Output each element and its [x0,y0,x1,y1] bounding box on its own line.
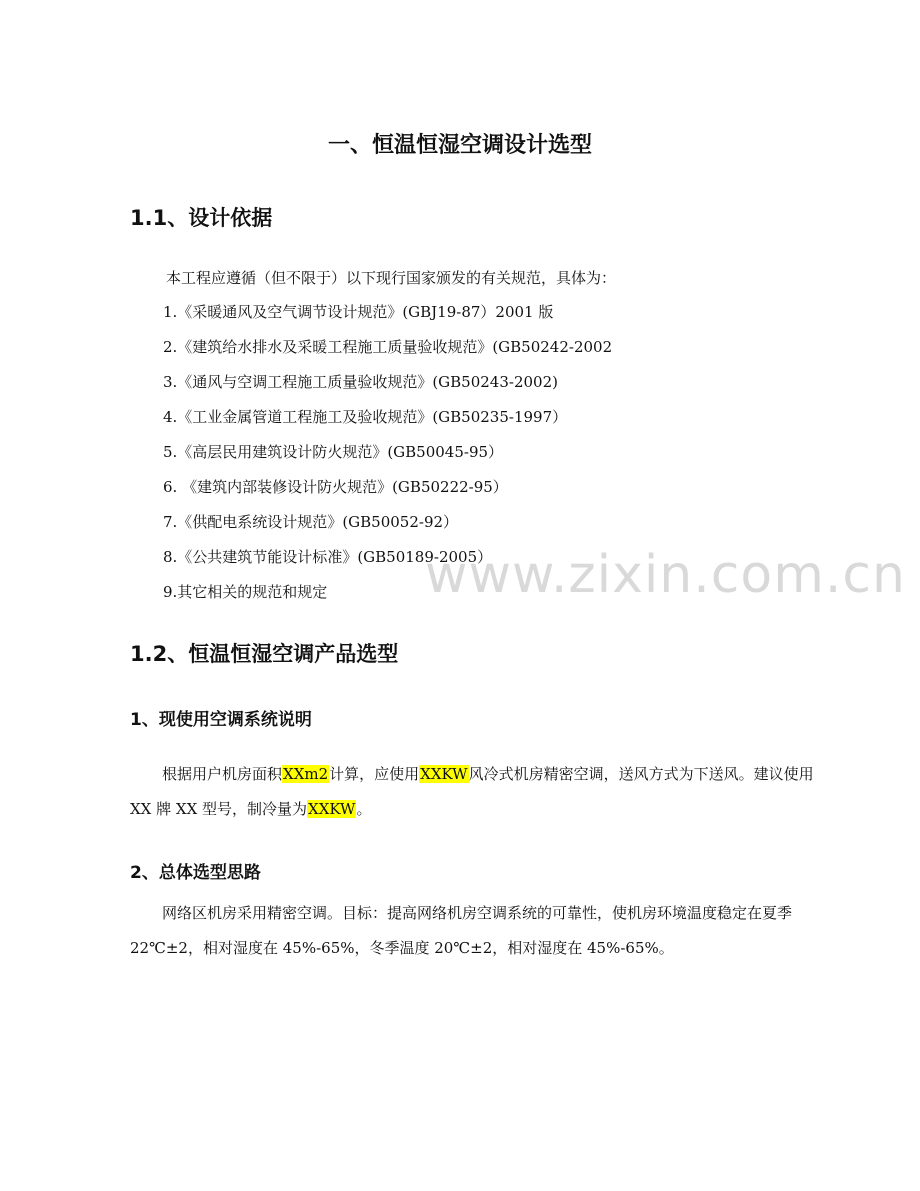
list-item: 5.《高层民用建筑设计防火规范》(GB50045-95） [163,443,504,461]
section-heading-selection: 1.2、恒温恒湿空调产品选型 [130,642,399,666]
list-item: 7.《供配电系统设计规范》(GB50052-92） [163,513,459,531]
list-item: 3.《通风与空调工程施工质量验收规范》(GB50243-2002) [163,373,558,391]
list-item: 8.《公共建筑节能设计标准》(GB50189-2005） [163,548,493,566]
list-item: 9.其它相关的规范和规定 [163,583,328,601]
current-system-paragraph: 根据用户机房面积XXm2计算，应使用XXKW风冷式机房精密空调，送风方式为下送风。建议使用 XX 牌 XX 型号，制冷量为XXKW。 [130,765,814,818]
highlight-cooling: XXKW [308,800,356,818]
intro-text: 本工程应遵循（但不限于）以下现行国家颁发的有关规范，具体为： [166,269,617,287]
reference-list [163,302,612,617]
list-item: 2.《建筑给水排水及采暖工程施工质量验收规范》(GB50242-2002 [163,338,613,356]
selection-approach-paragraph: 网络区机房采用精密空调。目标：提高网络机房空调系统的可靠性，使机房环境温度稳定在夏季 22℃±2，相对湿度在 45%-65%，冬季温度 20℃±2，相对湿度在 45%-65%。 [130,904,793,957]
list-item: 4.《工业金属管道工程施工及验收规范》(GB50235-1997） [163,408,568,426]
watermark: www.zixin.com.cn [425,545,906,605]
highlight-power: XXKW [420,765,468,783]
section-heading-basis: 1.1、设计依据 [130,206,273,230]
subheading-selection-approach: 2、总体选型思路 [130,863,261,883]
subheading-current-system: 1、现使用空调系统说明 [130,710,312,730]
highlight-area: XXm2 [283,765,329,783]
page-title: 一、恒温恒湿空调设计选型 [327,133,592,158]
list-item: 6. 《建筑内部装修设计防火规范》(GB50222-95） [163,478,508,496]
list-item: 1.《采暖通风及空气调节设计规范》(GBJ19-87）2001 版 [163,303,554,321]
